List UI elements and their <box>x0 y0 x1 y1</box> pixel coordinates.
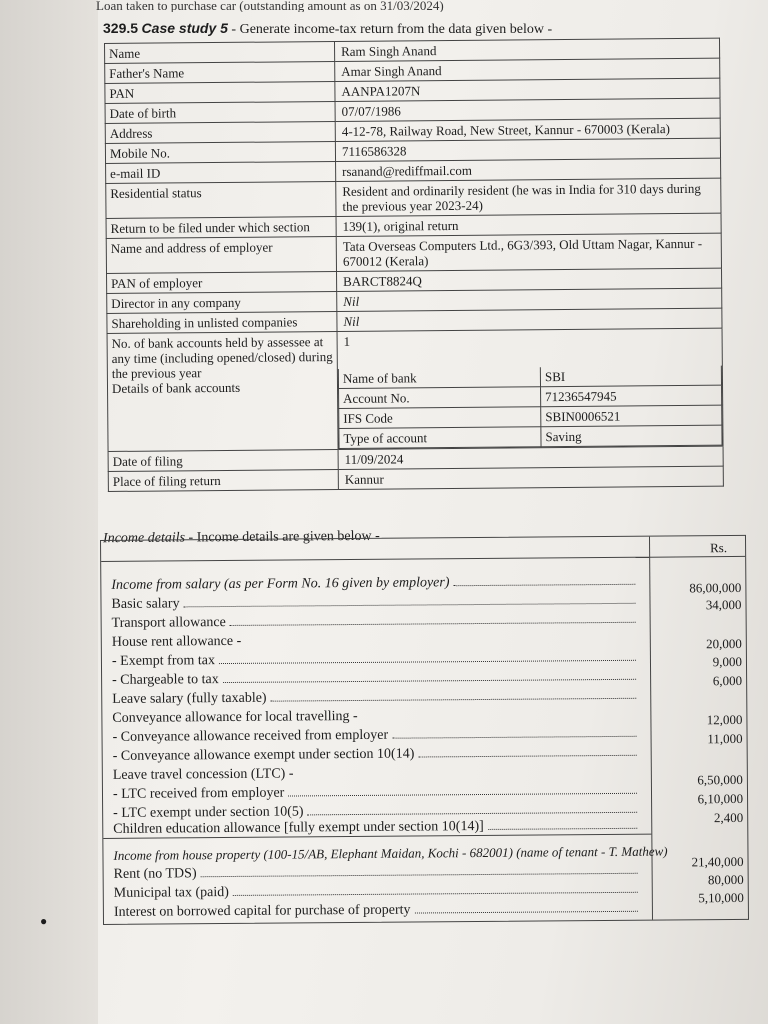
field-value: Nil <box>343 313 360 329</box>
divider <box>101 557 649 562</box>
field-label: PAN of employer <box>107 271 337 293</box>
amount-value: 6,10,000 <box>697 790 744 807</box>
bank-field-label: Account No. <box>339 387 541 409</box>
field-value: 139(1), original return <box>342 217 459 234</box>
field-label: Mobile No. <box>105 141 335 163</box>
field-label: PAN <box>105 81 335 103</box>
field-value: 4-12-78, Railway Road, New Street, Kannur - 670003 (Kerala) <box>341 121 670 139</box>
field-value: 1 <box>343 333 351 349</box>
case-label: Case study 5 <box>141 20 228 36</box>
amount-value: 34,000 <box>705 596 742 613</box>
bank-field-label: Type of account <box>339 427 541 449</box>
field-label: No. of bank accounts held by assessee at any time (including opened/closed) during the previous year <box>111 334 333 381</box>
field-value: Amar Singh Anand <box>341 63 442 79</box>
case-instruction: - Generate income-tax return from the data given below - <box>227 22 553 37</box>
income-details-text: - Income details are given below - <box>184 528 380 546</box>
income-line: Income from house property (100-15/AB, Elephant Maidan, Kochi - 682001) (name of tenant - T. Mathew) <box>113 843 668 863</box>
table-row <box>108 466 723 491</box>
table-row <box>106 233 721 273</box>
field-value: 07/07/1986 <box>341 103 401 119</box>
income-line: Children education allowance [fully exempt under section 10(14)] <box>113 817 639 838</box>
field-label: Place of filing return <box>108 469 338 491</box>
amount-value: 6,000 <box>712 672 743 689</box>
amount-value: 6,50,000 <box>697 771 743 788</box>
case-study-heading <box>103 20 552 38</box>
amount-value: 12,000 <box>706 711 743 728</box>
income-line: House rent allowance - <box>111 633 242 650</box>
amount-value: 5,10,000 <box>698 889 744 906</box>
previous-page-margin <box>0 0 98 1024</box>
income-line: Basic salary <box>111 592 637 613</box>
bank-field-label: IFS Code <box>339 407 541 429</box>
bank-field-value: SBI <box>540 366 721 387</box>
amount-value: 21,40,000 <box>691 853 744 870</box>
bank-field-value: 71236547945 <box>541 385 722 407</box>
income-line: Municipal tax (paid) <box>114 881 640 902</box>
field-label: e-mail ID <box>106 161 336 183</box>
field-label: Shareholding in unlisted companies <box>107 311 337 333</box>
amount-value: 20,000 <box>706 635 742 652</box>
taxpayer-info-table <box>104 38 724 492</box>
field-label: Date of filing <box>108 449 338 471</box>
amount-value: 11,000 <box>707 730 743 747</box>
field-label: Father's Name <box>105 61 335 83</box>
field-value: Nil <box>343 293 360 309</box>
bank-field-value: SBIN0006521 <box>541 405 722 427</box>
table-row <box>107 328 723 451</box>
table-row <box>339 425 722 448</box>
income-line: Leave travel concession (LTC) - <box>112 766 294 783</box>
case-number: 329.5 <box>103 20 139 36</box>
income-line: - Conveyance allowance exempt under section 10(14) <box>113 744 639 765</box>
field-label: Name <box>105 41 335 63</box>
income-details-label: Income details <box>102 530 186 547</box>
table-row <box>106 178 721 218</box>
income-line: Interest on borrowed capital for purchase of property <box>114 900 640 921</box>
income-line: Leave salary (fully taxable) <box>112 687 638 708</box>
field-value: 7116586328 <box>341 143 407 159</box>
field-value: Kannur <box>344 471 384 487</box>
currency-header: Rs. <box>710 540 728 556</box>
field-value: 11/09/2024 <box>344 451 404 467</box>
income-line: - LTC exempt under section 10(5) <box>113 801 639 822</box>
amount-value: 80,000 <box>707 871 744 888</box>
income-line: Income from salary (as per Form No. 16 given by employer) <box>111 573 637 594</box>
amount-value: 2,400 <box>713 809 744 826</box>
income-line: Conveyance allowance for local travelling - <box>112 708 358 726</box>
field-value: Ram Singh Anand <box>341 43 437 59</box>
bank-field-value: Saving <box>541 425 722 447</box>
income-line: - Exempt from tax <box>112 649 638 670</box>
field-value: rsanand@rediffmail.com <box>342 162 472 179</box>
income-details-table <box>100 535 749 925</box>
field-label: Residential status <box>106 181 336 218</box>
field-label: Return to be filed under which section <box>106 216 336 238</box>
bank-field-label: Name of bank <box>338 367 540 388</box>
field-label: Details of bank accounts <box>111 379 241 396</box>
income-line: - Chargeable to tax <box>112 668 638 689</box>
field-value: Tata Overseas Computers Ltd., 6G3/393, Old Uttam Nagar, Kannur - 670012 (Kerala) <box>342 235 703 269</box>
field-label: Name and address of employer <box>106 236 336 273</box>
field-label: Director in any company <box>107 291 337 313</box>
income-line: Rent (no TDS) <box>114 862 640 883</box>
bank-details-table <box>338 366 723 449</box>
margin-bullet: ● <box>40 914 48 928</box>
field-value: BARCT8824Q <box>343 273 422 289</box>
amount-value: 86,00,000 <box>689 579 742 596</box>
field-value: AANPA1207N <box>341 83 421 99</box>
field-label: Address <box>105 121 335 143</box>
income-line: - LTC received from employer <box>113 782 639 803</box>
cut-off-top-line: Loan taken to purchase car (outstanding amount as on 31/03/2024) <box>96 0 444 12</box>
field-value: Resident and ordinarily resident (he was in India for 310 days during the previous year 2023-24) <box>342 180 701 214</box>
income-line: - Conveyance allowance received from employer <box>112 725 638 746</box>
income-line: Transport allowance <box>112 611 638 632</box>
amount-value: 9,000 <box>712 653 743 670</box>
field-label: Date of birth <box>105 101 335 123</box>
